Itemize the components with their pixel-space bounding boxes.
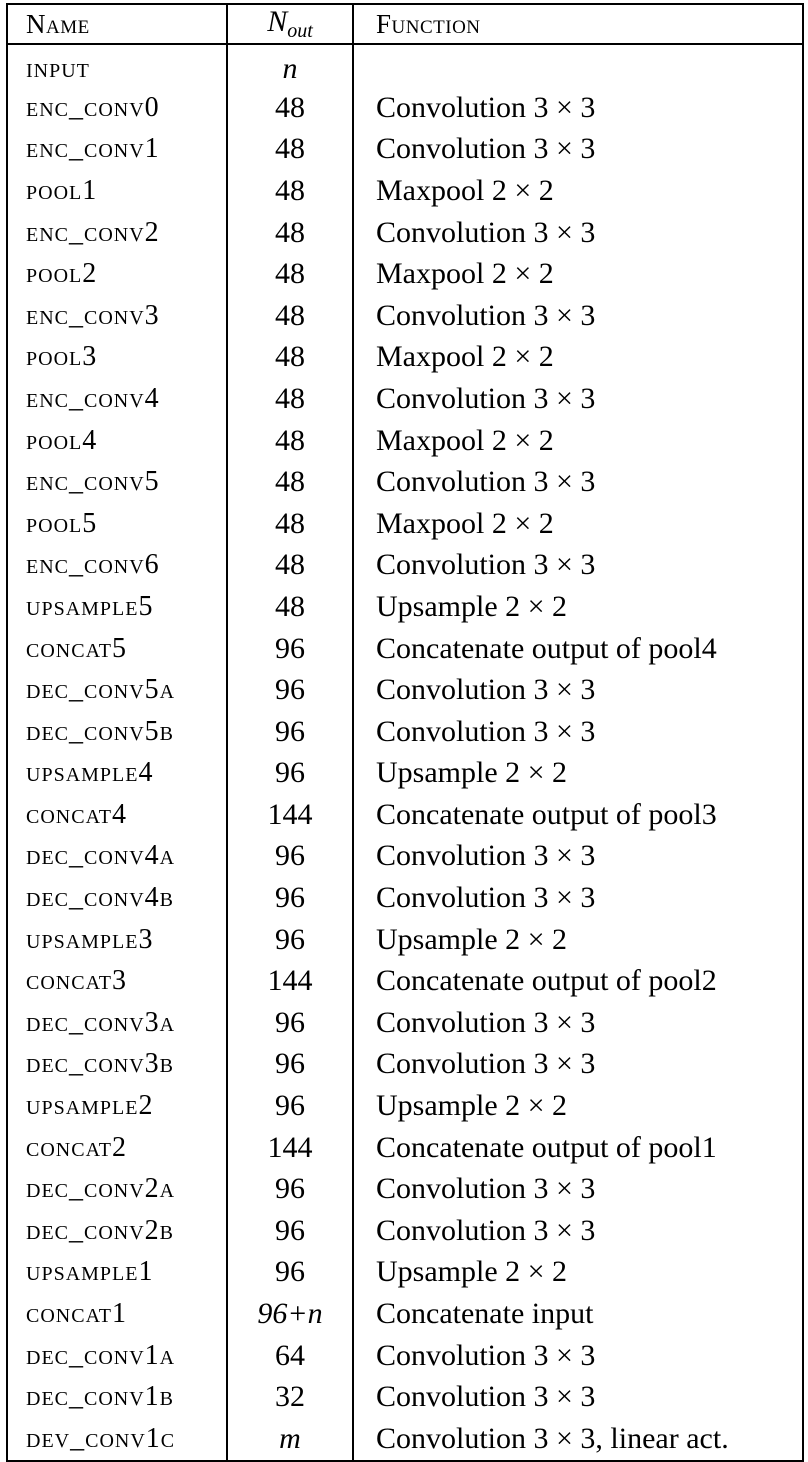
table-row — [7, 1335, 803, 1377]
layer-name-cell: dec_conv2a — [26, 1173, 176, 1205]
function-cell: Concatenate input — [353, 1293, 803, 1335]
layer-name-cell: dec_conv3b — [26, 1048, 175, 1080]
layer-name-cell: pool1 — [26, 174, 98, 206]
n-out-cell: 96 — [227, 753, 353, 795]
n-out-cell: 48 — [227, 337, 353, 379]
table-row — [7, 170, 803, 212]
layer-name-cell: concat5 — [26, 632, 128, 664]
layer-name-cell: pool3 — [26, 341, 98, 373]
layer-name-cell: pool2 — [26, 258, 98, 290]
n-out-cell: 96 — [227, 628, 353, 670]
n-out-cell: 96 — [227, 919, 353, 961]
table-row — [7, 378, 803, 420]
layer-name-cell: upsample1 — [26, 1256, 154, 1288]
layer-name-cell: upsample3 — [26, 923, 154, 955]
function-cell: Convolution 3 × 3, linear act. — [353, 1418, 803, 1461]
function-cell: Upsample 2 × 2 — [353, 586, 803, 628]
n-out-cell: 96+n — [227, 1293, 353, 1335]
table-row — [7, 1210, 803, 1252]
table-row — [7, 794, 803, 836]
table-row — [7, 1418, 803, 1461]
header-n-out — [227, 4, 353, 44]
table-row — [7, 212, 803, 254]
function-cell: Concatenate output of pool1 — [353, 1127, 803, 1169]
table-row — [7, 836, 803, 878]
table-row — [7, 1376, 803, 1418]
function-cell: Maxpool 2 × 2 — [353, 420, 803, 462]
layer-name-cell: concat3 — [26, 965, 128, 997]
layer-name-cell: concat4 — [26, 798, 128, 830]
table-row — [7, 87, 803, 129]
n-out-cell: 48 — [227, 170, 353, 212]
layer-name-cell: upsample4 — [26, 757, 154, 789]
function-cell: Convolution 3 × 3 — [353, 711, 803, 753]
n-out-cell: 96 — [227, 669, 353, 711]
table-row — [7, 1044, 803, 1086]
n-out-cell: 48 — [227, 586, 353, 628]
table-row — [7, 1252, 803, 1294]
n-out-cell: 96 — [227, 1085, 353, 1127]
function-cell: Upsample 2 × 2 — [353, 919, 803, 961]
table-header — [7, 4, 803, 44]
n-out-cell: 48 — [227, 129, 353, 171]
function-cell: Convolution 3 × 3 — [353, 877, 803, 919]
n-out-cell: 48 — [227, 295, 353, 337]
n-out-cell: 48 — [227, 420, 353, 462]
layer-name-cell: enc_conv6 — [26, 549, 160, 581]
function-cell: Upsample 2 × 2 — [353, 1085, 803, 1127]
header-n-out-symbol: N — [267, 5, 288, 38]
function-cell: Upsample 2 × 2 — [353, 1252, 803, 1294]
n-out-cell: n — [227, 44, 353, 87]
function-cell: Convolution 3 × 3 — [353, 129, 803, 171]
function-cell: Convolution 3 × 3 — [353, 836, 803, 878]
table-row — [7, 1127, 803, 1169]
n-out-cell: 96 — [227, 877, 353, 919]
table-row — [7, 960, 803, 1002]
function-cell: Upsample 2 × 2 — [353, 753, 803, 795]
layer-name-cell: pool5 — [26, 507, 98, 539]
table-row — [7, 669, 803, 711]
n-out-cell: 48 — [227, 253, 353, 295]
function-cell: Convolution 3 × 3 — [353, 1044, 803, 1086]
layer-name-cell: input — [26, 53, 90, 84]
table-row — [7, 1168, 803, 1210]
function-cell: Concatenate output of pool3 — [353, 794, 803, 836]
n-out-cell: 144 — [227, 960, 353, 1002]
layer-name-cell: pool4 — [26, 424, 98, 456]
table-row — [7, 295, 803, 337]
table-row — [7, 44, 803, 87]
n-out-cell: 64 — [227, 1335, 353, 1377]
n-out-cell: 48 — [227, 503, 353, 545]
table-row — [7, 337, 803, 379]
function-cell: Convolution 3 × 3 — [353, 212, 803, 254]
layer-name-cell: concat2 — [26, 1131, 128, 1163]
layer-name-cell: enc_conv2 — [26, 216, 160, 248]
n-out-cell: 96 — [227, 1252, 353, 1294]
function-cell: Convolution 3 × 3 — [353, 87, 803, 129]
n-out-cell: m — [227, 1418, 353, 1461]
function-cell: Convolution 3 × 3 — [353, 1335, 803, 1377]
table-row — [7, 253, 803, 295]
n-out-cell: 144 — [227, 1127, 353, 1169]
table-row — [7, 877, 803, 919]
layer-name-cell: enc_conv4 — [26, 382, 160, 414]
n-out-cell: 96 — [227, 1210, 353, 1252]
table-row — [7, 919, 803, 961]
function-cell: Convolution 3 × 3 — [353, 295, 803, 337]
function-cell: Concatenate output of pool2 — [353, 960, 803, 1002]
layer-name-cell: dec_conv2b — [26, 1214, 175, 1246]
table-row — [7, 503, 803, 545]
n-out-cell: 96 — [227, 1044, 353, 1086]
n-out-cell: 96 — [227, 1168, 353, 1210]
n-out-cell: 48 — [227, 461, 353, 503]
function-cell: Maxpool 2 × 2 — [353, 253, 803, 295]
function-cell: Convolution 3 × 3 — [353, 669, 803, 711]
layer-name-cell: dec_conv4b — [26, 882, 175, 914]
layer-name-cell: concat1 — [26, 1298, 128, 1330]
function-cell: Convolution 3 × 3 — [353, 461, 803, 503]
table-body — [7, 44, 803, 1461]
n-out-cell: 96 — [227, 711, 353, 753]
layer-name-cell: dec_conv5a — [26, 674, 176, 706]
table-row — [7, 753, 803, 795]
function-cell: Convolution 3 × 3 — [353, 1002, 803, 1044]
table-row — [7, 420, 803, 462]
function-cell: Convolution 3 × 3 — [353, 1168, 803, 1210]
table-row — [7, 545, 803, 587]
n-out-cell: 48 — [227, 378, 353, 420]
function-cell: Convolution 3 × 3 — [353, 378, 803, 420]
function-cell: Maxpool 2 × 2 — [353, 503, 803, 545]
n-out-cell: 144 — [227, 794, 353, 836]
table-row — [7, 1085, 803, 1127]
layer-name-cell: dec_conv1a — [26, 1339, 176, 1371]
function-cell — [353, 44, 803, 87]
function-cell: Maxpool 2 × 2 — [353, 337, 803, 379]
table-row — [7, 628, 803, 670]
header-name: Name — [26, 8, 90, 39]
table-row — [7, 129, 803, 171]
function-cell: Convolution 3 × 3 — [353, 1376, 803, 1418]
header-function: Function — [353, 4, 803, 44]
table-row — [7, 711, 803, 753]
layer-name-cell: enc_conv0 — [26, 91, 160, 123]
layer-name-cell: dec_conv5b — [26, 715, 175, 747]
table-row — [7, 586, 803, 628]
network-architecture-table — [6, 3, 804, 1462]
function-cell: Convolution 3 × 3 — [353, 1210, 803, 1252]
layer-name-cell: enc_conv5 — [26, 466, 160, 498]
n-out-cell: 96 — [227, 836, 353, 878]
n-out-cell: 48 — [227, 212, 353, 254]
n-out-cell: 48 — [227, 87, 353, 129]
layer-name-cell: dev_conv1c — [26, 1422, 176, 1454]
n-out-cell: 48 — [227, 545, 353, 587]
function-cell: Concatenate output of pool4 — [353, 628, 803, 670]
layer-name-cell: upsample5 — [26, 590, 154, 622]
layer-name-cell: dec_conv4a — [26, 840, 176, 872]
layer-name-cell: dec_conv3a — [26, 1006, 176, 1038]
header-row — [7, 4, 803, 44]
function-cell: Convolution 3 × 3 — [353, 545, 803, 587]
layer-name-cell: dec_conv1b — [26, 1381, 175, 1413]
n-out-cell: 32 — [227, 1376, 353, 1418]
function-cell: Maxpool 2 × 2 — [353, 170, 803, 212]
layer-name-cell: upsample2 — [26, 1090, 154, 1122]
layer-name-cell: enc_conv1 — [26, 133, 160, 165]
table-row — [7, 1002, 803, 1044]
layer-name-cell: enc_conv3 — [26, 299, 160, 331]
n-out-cell: 96 — [227, 1002, 353, 1044]
table-row — [7, 461, 803, 503]
header-n-out-subscript: out — [287, 20, 313, 42]
table-row — [7, 1293, 803, 1335]
